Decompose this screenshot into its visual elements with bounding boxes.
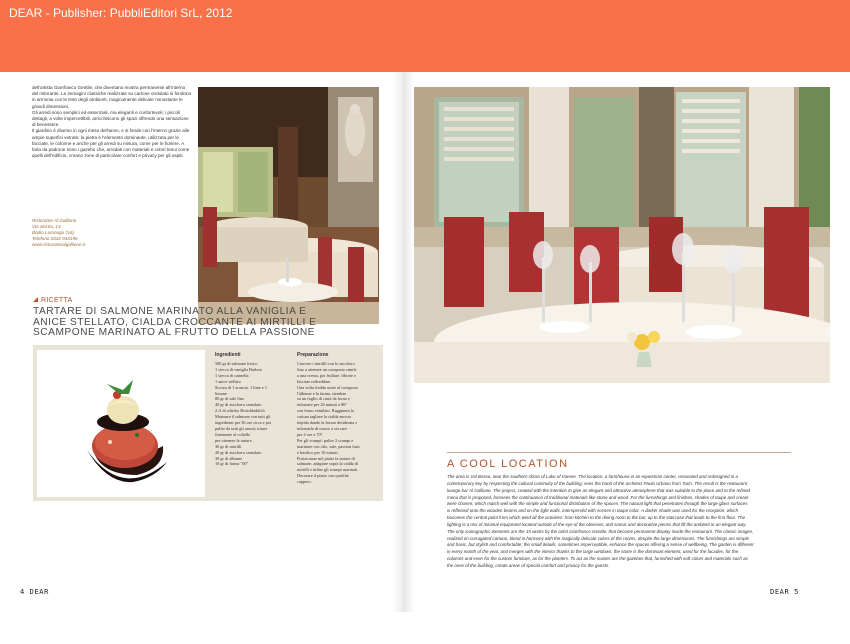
preparation-line: cottura tagliare la cialda ancora: [297, 414, 351, 420]
ingredients-list: [215, 361, 297, 467]
preparation-line: Per gli scampi: pulire 2 scampi e: [297, 437, 354, 443]
article-line: and basic, but stylish and comfortable; the small details, sometimes imperceptible, enhance the spaces offering a sense of wellbeing. The garden is different: [447, 542, 754, 548]
intro-paragraph: Il giardino è diverso in ogni mese dell'anno, e si fonde con l'interno grazie alle ampie superfici vetrate; la pietra è l'elemento dominante, utilizzata per le facciate, le colonne e anche per gli arredi su misura, come per le fioriere. A farla da padrone sono i gazebo che, arredati con materiali e colori tenui come quelli dell'edificio, creano zone di particolare confort e privacy per gli ospiti.: [32, 128, 190, 159]
section-divider: [447, 452, 791, 453]
ingredient-line: 2 cl di whisky Bruichladdich: [215, 408, 265, 414]
left-folio: 4 DEAR: [20, 588, 49, 596]
page-gutter: [392, 72, 414, 612]
preparation-line: Posizionare nel piatto la tartare di: [297, 455, 355, 461]
ingredient-line: finemente al coltello: [215, 431, 251, 437]
article-line: were chosen, which match well with the simple and functional distribution of the spaces. The natural light that penetrates through the large glass surfaces: [447, 501, 748, 507]
address-line: Ristorante Al Gallione: [32, 218, 77, 223]
preparation-line: lasciare raffreddare.: [297, 378, 332, 384]
ingredient-line: per ottenere la tartare.: [215, 437, 253, 443]
article-line: The only iconographic elements are the 15 works by the artist Gianfranco Gentile, that become permanent display inside the restaurant. The classic images,: [447, 528, 754, 534]
preparation-line: cappero.: [297, 479, 312, 485]
article-line: menu that is proposed, foresees the continuance of traditional materials like stone and wood. For the furnishings and finishes, shades of taupe and cream: [447, 494, 749, 500]
preparation-line: e basilico per 10 minuti.: [297, 449, 339, 455]
ingredient-line: 40 gr di zucchero semolato: [215, 402, 262, 408]
ingredient-line: 30 gr di albume: [215, 455, 243, 461]
ingredient-line: 30 gr di mirtilli: [215, 443, 242, 449]
article-line: becomes the central point from which wind all the activities: from kitchen to the dining room to the bar, up to the staircase that leads to the first floor. The: [447, 515, 746, 521]
address-line: www.ristorantealgallione.it: [32, 242, 86, 247]
article-line: the ones of the building, create areas of special comfort and privacy for the guests.: [447, 562, 610, 568]
address-line: Bodio Lomnago (Va): [32, 230, 74, 235]
ingredient-line: 10 gr di farina "00": [215, 461, 249, 467]
publisher-banner: [0, 0, 850, 72]
section-heading: A COOL LOCATION: [447, 458, 569, 470]
preparation-line: con forno ventilato. Raggiunta la: [297, 408, 354, 414]
recipe-kicker-label: RICETTA: [41, 297, 73, 304]
ingredient-line: limone: [215, 390, 227, 396]
preparation-line: infornarla di nuovo a seccare: [297, 425, 347, 431]
article-line: contemporary key by respecting the cultural continuity of the building, sees the hand of the architect Paolo Urbano from Turin. The result is the restaurant: [447, 480, 748, 486]
preparation-line: infornare per 20 minuti a 80°: [297, 402, 348, 408]
article-line: columns and even for the custom furniture, as for the planters. To act as the master are the gazebos that, furnished with soft colors and materials such as: [447, 556, 748, 562]
preparation-line: l'albume e la farina, stendere: [297, 390, 347, 396]
article-line: lighting is a mix of minimal equipment located outside of the eye of the observer, and scenic and decorative pieces that fill the ambient in an elegant way.: [447, 521, 747, 527]
ingredient-line: 1 stecca di cannella: [215, 372, 249, 378]
restaurant-interior-photo: [198, 87, 379, 324]
recipe-kicker: [33, 297, 73, 304]
ingredient-line: pulire da tutti gli aromi; tritare: [215, 425, 268, 431]
english-article: [447, 474, 793, 570]
intro-paragraph: dell'artista Gianfranco Gentile, che diventano mostra permanente all'interno del ristorante. Le immagini classiche realizzate su cartone ondulato si fondono in armonia con le tinte degli ambienti, magicamente delicate nonostante le grandi dimensioni.: [32, 85, 192, 109]
ingredients-heading: Ingredienti: [215, 352, 241, 358]
recipe-title: [33, 307, 383, 339]
preparation-line: per 4 ore a 70°.: [297, 431, 324, 437]
address-line: Via Sciréa, 13: [32, 224, 61, 229]
article-line: realized on corrugated cartoon, blend in harmony with the magically delicate colors of the rooms, despite the large dimensions. The furnishings are simple: [447, 535, 749, 541]
intro-text: [32, 85, 192, 159]
salmon-tartare-photo: [37, 350, 205, 497]
banner-title: DEAR - Publisher: PubbliEditori SrL, 2012: [9, 6, 233, 20]
dining-room-photo: [414, 87, 830, 383]
preparation-line: su un foglio di carta da forno e: [297, 396, 350, 402]
ingredient-line: ingredienti per 36 ore circa e poi: [215, 420, 272, 426]
address-line: Telefono 0332 948196: [32, 236, 78, 241]
preparation-line: marinare con olio, sale, passion fruit: [297, 443, 360, 449]
ingredient-line: 1 anice stellato: [215, 378, 241, 384]
ingredient-line: Marinare il salmone con tutti gli: [215, 414, 271, 420]
intro-paragraph: Gli arredi sono semplici ed essenziali, ma eleganti e confortevoli; i piccoli dettagli, a volte impercettibili, arricchiscono gli spazi offrendo una sensazione di benessere.: [32, 109, 189, 128]
ingredient-line: 80 gr di sale fino: [215, 396, 245, 402]
article-line: The area is Val Bossa, near the southern shore of Lake of Varese. The location, a farmhouse in an equestrian center, renovated and redesigned in a: [447, 474, 739, 479]
ingredient-line: 20 gr di zucchero semolato: [215, 449, 262, 455]
preparation-line: salmone, adagiare sopra la cialda di: [297, 461, 359, 467]
ingredient-line: 1 stecca di vaniglia Barbon: [215, 366, 262, 372]
preparation-line: tiepida dando la forma desiderata e: [297, 420, 358, 426]
preparation-line: Una volta freddo unire al composto: [297, 384, 358, 390]
preparation-line: Cuocere i mirtilli con lo zucchero: [297, 361, 355, 366]
article-line: in every month of the year, and merges with the interior thanks to the large windows; the stone is the dominant element, used for the facades, for the: [447, 549, 739, 555]
recipe-title-line: SCAMPONE MARINATO AL FRUTTO DELLA PASSIONE: [33, 327, 315, 339]
preparation-text: [297, 361, 381, 485]
preparation-line: Decorare il piatto con qualche: [297, 473, 349, 479]
preparation-heading: Preparazione: [297, 352, 329, 358]
right-folio: DEAR 5: [770, 588, 799, 596]
preparation-line: a una crema, poi frullare, filtrare e: [297, 372, 356, 378]
recipe-title-line: TARTARE DI SALMONE MARINATO ALLA VANIGLIA E: [33, 306, 307, 317]
preparation-line: mirtilli e infine gli scampi marinati.: [297, 467, 359, 473]
recipe-title-line: ANICE STELLATO, CIALDA CROCCANTE AI MIRTILLI E: [33, 316, 317, 328]
ingredient-line: Scorza di 1 arancia, 1 lime e 1: [215, 384, 268, 390]
triangle-icon: [33, 297, 38, 302]
article-line: is reflected onto the wooden beams and on the light walls, intersperséd with scenes in taupe color. A darker shade was used for the reception, which: [447, 508, 739, 514]
article-line: lounge bar Al Gallione. The project, created with the intention to give an elegant and attractive atmosphere that was suitable to the place and to the refined: [447, 487, 751, 493]
restaurant-address: [32, 218, 192, 248]
preparation-line: fino a ottenere un composto simile: [297, 366, 357, 372]
ingredient-line: 500 gr di salmone fresco: [215, 361, 258, 366]
